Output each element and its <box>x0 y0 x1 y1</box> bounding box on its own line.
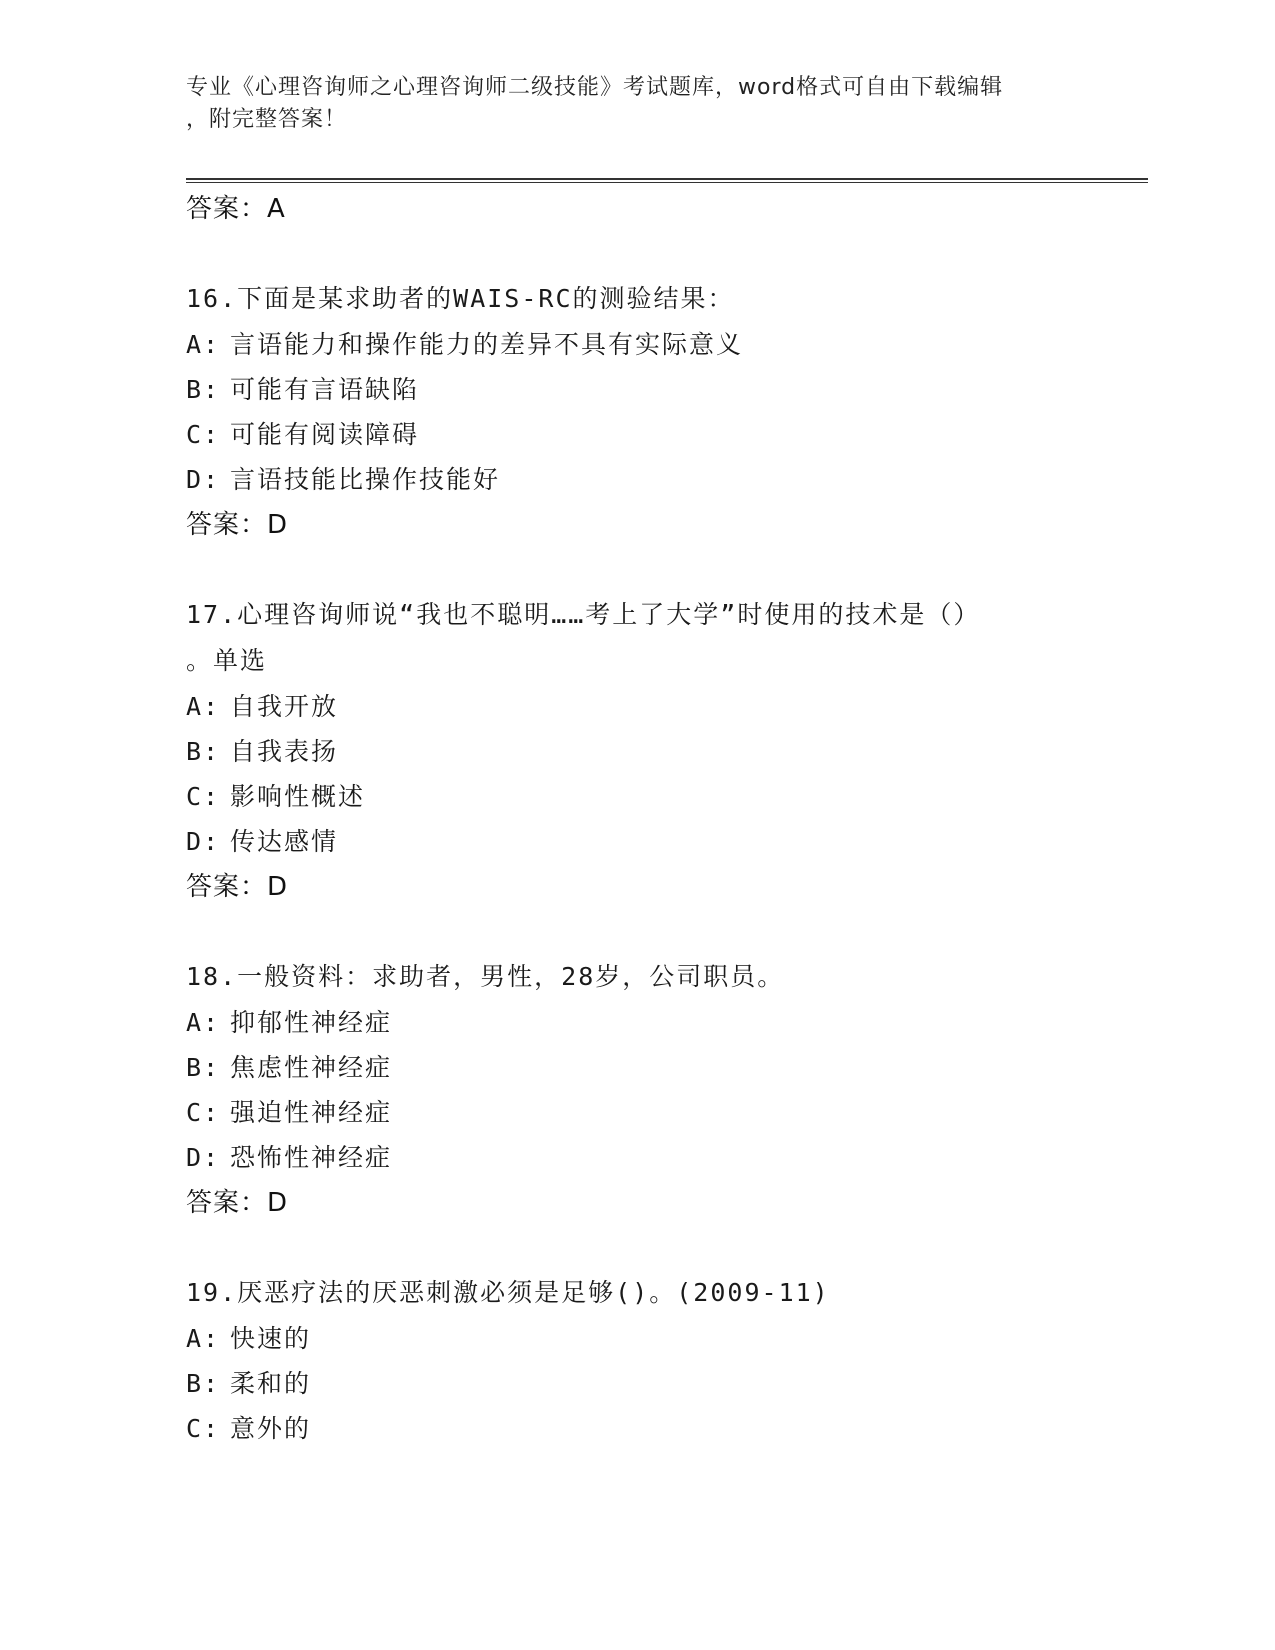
option-key: B: <box>186 375 221 404</box>
question-17 <box>186 592 1066 910</box>
option-d <box>186 819 1066 864</box>
option-b <box>186 729 1066 774</box>
header-line-1: 专业《心理咨询师之心理咨询师二级技能》考试题库，word格式可自由下载编辑 <box>186 75 1004 100</box>
option-b <box>186 1361 1066 1406</box>
option-key: C: <box>186 420 221 449</box>
option-text: 焦虑性神经症 <box>230 1053 393 1082</box>
option-text: 言语技能比操作技能好 <box>230 465 501 494</box>
option-text: 言语能力和操作能力的差异不具有实际意义 <box>230 330 744 359</box>
option-key: B: <box>186 737 221 766</box>
option-key: D: <box>186 1143 221 1172</box>
option-b <box>186 367 1066 412</box>
option-text: 意外的 <box>230 1414 312 1443</box>
answer-16: 答案：D <box>186 510 289 540</box>
option-key: A: <box>186 1324 221 1353</box>
option-a <box>186 1316 1066 1361</box>
option-text: 传达感情 <box>230 827 339 856</box>
question-16 <box>186 276 1066 548</box>
option-text: 强迫性神经症 <box>230 1098 393 1127</box>
option-key: A: <box>186 1008 221 1037</box>
question-stem: 17.心理咨询师说“我也不聪明……考上了大学”时使用的技术是（） <box>186 600 981 629</box>
question-stem: 19.厌恶疗法的厌恶刺激必须是足够()。(2009-11) <box>186 1278 830 1307</box>
document-header <box>186 72 1066 136</box>
option-b <box>186 1045 1066 1090</box>
option-key: B: <box>186 1369 221 1398</box>
question-stem-continuation: 。单选 <box>186 646 268 675</box>
option-text: 可能有阅读障碍 <box>230 420 420 449</box>
option-text: 快速的 <box>230 1324 312 1353</box>
option-key: A: <box>186 692 221 721</box>
option-c <box>186 1090 1066 1135</box>
option-key: C: <box>186 782 221 811</box>
option-key: A: <box>186 330 221 359</box>
option-d <box>186 457 1066 502</box>
answer-17: 答案：D <box>186 872 289 902</box>
option-key: B: <box>186 1053 221 1082</box>
question-18 <box>186 954 1066 1226</box>
option-key: D: <box>186 827 221 856</box>
option-key: C: <box>186 1098 221 1127</box>
question-stem: 18.一般资料：求助者，男性，28岁，公司职员。 <box>186 962 785 991</box>
option-text: 柔和的 <box>230 1369 312 1398</box>
option-text: 自我表扬 <box>230 737 339 766</box>
header-line-2: ，附完整答案！ <box>186 107 348 132</box>
answer-prev: 答案：A <box>186 194 286 224</box>
option-c <box>186 412 1066 457</box>
option-c <box>186 774 1066 819</box>
option-text: 自我开放 <box>230 692 339 721</box>
option-text: 可能有言语缺陷 <box>230 375 420 404</box>
question-19 <box>186 1270 1066 1451</box>
option-text: 抑郁性神经症 <box>230 1008 393 1037</box>
option-a <box>186 1000 1066 1045</box>
option-key: D: <box>186 465 221 494</box>
header-divider <box>186 178 1148 183</box>
option-text: 恐怖性神经症 <box>230 1143 393 1172</box>
option-key: C: <box>186 1414 221 1443</box>
question-list <box>186 186 1066 1451</box>
option-d <box>186 1135 1066 1180</box>
question-stem: 16.下面是某求助者的WAIS-RC的测验结果： <box>186 284 735 313</box>
option-a <box>186 684 1066 729</box>
option-text: 影响性概述 <box>230 782 366 811</box>
option-a <box>186 322 1066 367</box>
answer-18: 答案：D <box>186 1188 289 1218</box>
option-c <box>186 1406 1066 1451</box>
